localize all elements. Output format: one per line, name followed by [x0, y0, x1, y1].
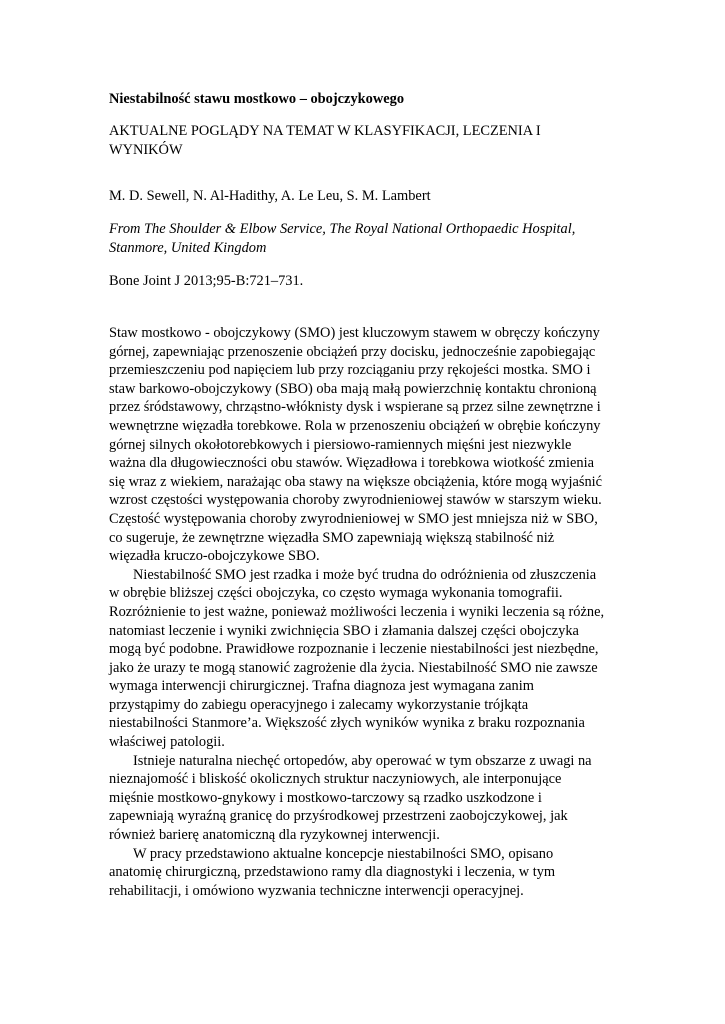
- body-line: się wraz z wiekiem, narażając oba stawy na większe obciążenia, które mogą wyjaśnić: [109, 473, 603, 490]
- document-subtitle: [109, 122, 541, 160]
- body-line: górnej, zapewniając przenoszenie obciążeń przy docisku, jednocześnie zapobiegając: [109, 343, 596, 360]
- body-line: niestabilności Stanmore’a. Większość złych wyników wynika z braku rozpoznania: [109, 715, 585, 732]
- body-line: wewnętrzne więzadła torebkowe. Rola w przenoszeniu obciążeń w obrębie kończyny: [109, 417, 601, 434]
- authors: M. D. Sewell, N. Al-Hadithy, A. Le Leu, S. M. Lambert: [109, 188, 431, 204]
- body-line: Istnieje naturalna niechęć ortopedów, aby operować w tym obszarze z uwagi na: [133, 752, 592, 769]
- body-line: przystąpimy do zabiegu operacyjnego i zalecamy wykorzystanie trójkąta: [109, 696, 529, 713]
- body-line: górnej silnych okołotorebkowych i piersiowo-ramiennych mięśni jest niezwykle: [109, 436, 572, 453]
- body-line: przemieszczeniu pod napięciem lub przy rozciąganiu przy rękojeści mostka. SMO i: [109, 362, 591, 379]
- body-text: [109, 324, 629, 900]
- subtitle-line: AKTUALNE POGLĄDY NA TEMAT W KLASYFIKACJI, LECZENIA I: [109, 123, 541, 139]
- body-line: wymaga interwencji chirurgicznej. Trafna diagnoza jest wymagana zanim: [109, 678, 534, 695]
- affiliation-line: From The Shoulder & Elbow Service, The Royal National Orthopaedic Hospital,: [109, 221, 576, 237]
- body-line: Rozróżnienie to jest ważne, ponieważ możliwości leczenia i wyniki leczenia są różne,: [109, 603, 605, 620]
- body-line: Niestabilność SMO jest rzadka i może być trudna do odróżnienia od złuszczenia: [133, 566, 597, 583]
- body-line: mogą być podobne. Prawidłowe rozpoznanie i leczenie niestabilności jest niezbędne,: [109, 641, 599, 658]
- body-line: jako że urazy te mogą stanowić zagrożenie dla życia. Niestabilność SMO nie zawsze: [109, 659, 598, 676]
- body-line: staw barkowo-obojczykowy (SBO) oba mają małą powierzchnię kontaktu chronioną: [109, 380, 597, 397]
- body-line: anatomię chirurgiczną, przedstawiono ramy dla diagnostyki i leczenia, w tym: [109, 864, 556, 881]
- body-line: rehabilitacji, i omówiono wyzwania techniczne interwencji operacyjnej.: [109, 882, 524, 899]
- body-line: również barierę anatomiczną dla ryzykownej interwencji.: [109, 827, 440, 844]
- body-line: natomiast leczenie i wyniki zwichnięcia SBO i złamania dalszej części obojczyka: [109, 622, 579, 639]
- affiliation-line: Stanmore, United Kingdom: [109, 240, 267, 256]
- body-line: ważna dla długowieczności obu stawów. Więzadłowa i torebkowa wiotkość zmienia: [109, 455, 594, 472]
- body-line: wzrost częstości występowania choroby zwyrodnieniowej stawów w starszym wieku.: [109, 492, 602, 509]
- body-line: co sugeruje, że zewnętrzne więzadła SMO zapewniają większą stabilność niż: [109, 529, 555, 546]
- body-line: Staw mostkowo - obojczykowy (SMO) jest kluczowym stawem w obręczy kończyny: [109, 325, 600, 341]
- body-line: więzadła kruczo-obojczykowe SBO.: [109, 548, 320, 565]
- body-line: mięśnie mostkowo-gnykowy i mostkowo-tarczowy są rzadko uszkodzone i: [109, 789, 542, 806]
- body-line: W pracy przedstawiono aktualne koncepcje niestabilności SMO, opisano: [133, 845, 554, 862]
- citation: Bone Joint J 2013;95-B:721–731.: [109, 273, 304, 289]
- affiliation: [109, 220, 575, 258]
- body-line: Częstość występowania choroby zwyrodnieniowej w SMO jest mniejsza niż w SBO,: [109, 510, 598, 527]
- body-line: zapewniają wyraźną granicę do przyśrodkowej przestrzeni zaobojczykowej, jak: [109, 808, 568, 825]
- body-line: właściwej patologii.: [109, 734, 225, 751]
- body-line: w obrębie bliższej części obojczyka, co często wymaga wykonania tomografii.: [109, 585, 563, 602]
- body-line: nieznajomość i bliskość okolicznych struktur naczyniowych, ale interponujące: [109, 771, 562, 788]
- document-title: Niestabilność stawu mostkowo – obojczykowego: [109, 91, 405, 107]
- body-line: przez śródstawowy, chrząstno-włóknisty dysk i wspierane są przez silne zewnętrzne i: [109, 399, 601, 416]
- subtitle-line: WYNIKÓW: [109, 142, 183, 158]
